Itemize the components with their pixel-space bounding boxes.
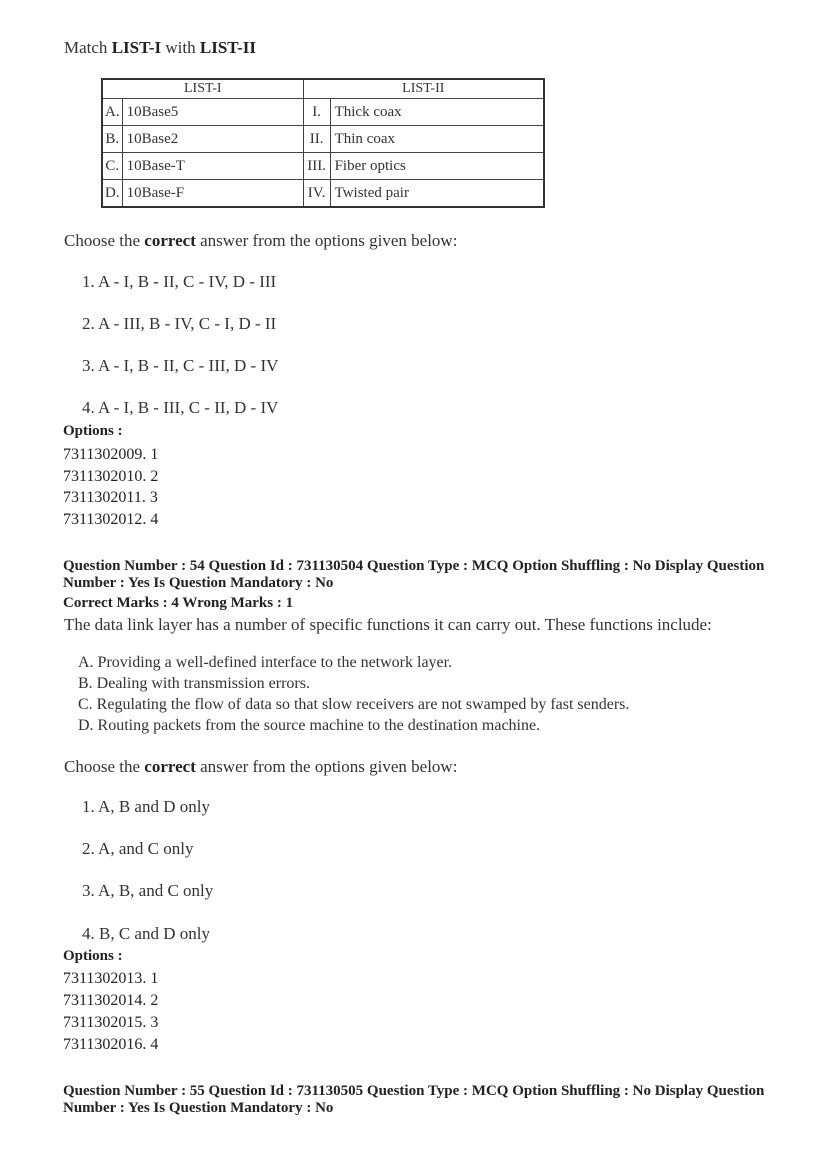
list1-value: 10Base5 (122, 99, 303, 126)
option-id: 7311302013. 1 (63, 970, 159, 987)
list1-header: LIST-I (102, 79, 303, 99)
match-table (101, 78, 545, 208)
options-label: Options : (63, 423, 123, 439)
table-row (102, 99, 544, 126)
question-meta: Question Number : 55 Question Id : 731130505 Question Type : MCQ Option Shuffling : No Display Question (63, 1083, 765, 1099)
list1-value: 10Base-T (122, 153, 303, 180)
list2-key: I. (303, 99, 330, 126)
answer-choice: 3. A - I, B - II, C - III, D - IV (82, 356, 279, 375)
answer-choice: 1. A - I, B - II, C - IV, D - III (82, 272, 277, 291)
question-meta: Number : Yes Is Question Mandatory : No (63, 575, 334, 591)
table-row (102, 126, 544, 153)
option-id: 7311302016. 4 (63, 1036, 159, 1053)
list1-key: C. (102, 153, 122, 180)
option-id: 7311302011. 3 (63, 489, 158, 506)
list2-value: Fiber optics (330, 153, 544, 180)
list1-value: 10Base-F (122, 180, 303, 208)
question-meta: Question Number : 54 Question Id : 731130504 Question Type : MCQ Option Shuffling : No Display Question (63, 558, 765, 574)
question-stem: The data link layer has a number of specific functions it can carry out. These functions include: (64, 615, 712, 634)
answer-choice: 2. A, and C only (82, 839, 194, 858)
list-item: C. Regulating the flow of data so that slow receivers are not swamped by fast senders. (78, 696, 630, 713)
question-meta: Number : Yes Is Question Mandatory : No (63, 1100, 334, 1116)
list2-value: Twisted pair (330, 180, 544, 208)
answer-choice: 4. B, C and D only (82, 924, 210, 943)
option-id: 7311302012. 4 (63, 511, 159, 528)
answer-choice: 1. A, B and D only (82, 797, 210, 816)
table-header-row (102, 79, 544, 99)
list1-key: B. (102, 126, 122, 153)
list2-value: Thick coax (330, 99, 544, 126)
table-row (102, 153, 544, 180)
option-id: 7311302009. 1 (63, 446, 159, 463)
list-item: B. Dealing with transmission errors. (78, 675, 310, 692)
match-instruction: Match LIST-I with LIST-II (64, 38, 256, 57)
list1-key: A. (102, 99, 122, 126)
statement-list (78, 652, 629, 736)
choose-instruction: Choose the correct answer from the options given below: (64, 757, 458, 776)
options-label: Options : (63, 948, 123, 964)
list-item: D. Routing packets from the source machine to the destination machine. (78, 717, 541, 734)
list2-key: II. (303, 126, 330, 153)
table-row (102, 180, 544, 208)
option-id: 7311302010. 2 (63, 468, 159, 485)
list1-key: D. (102, 180, 122, 208)
answer-choice: 3. A, B, and C only (82, 881, 214, 900)
list2-value: Thin coax (330, 126, 544, 153)
option-id: 7311302014. 2 (63, 992, 159, 1009)
marks-line: Correct Marks : 4 Wrong Marks : 1 (63, 595, 294, 611)
list1-value: 10Base2 (122, 126, 303, 153)
answer-choice: 2. A - III, B - IV, C - I, D - II (82, 314, 277, 333)
answer-choice: 4. A - I, B - III, C - II, D - IV (82, 398, 279, 417)
list2-header: LIST-II (303, 79, 544, 99)
list2-key: IV. (303, 180, 330, 208)
option-id: 7311302015. 3 (63, 1014, 159, 1031)
list-item: A. Providing a well-defined interface to the network layer. (78, 654, 453, 671)
list2-key: III. (303, 153, 330, 180)
choose-instruction: Choose the correct answer from the options given below: (64, 231, 458, 250)
